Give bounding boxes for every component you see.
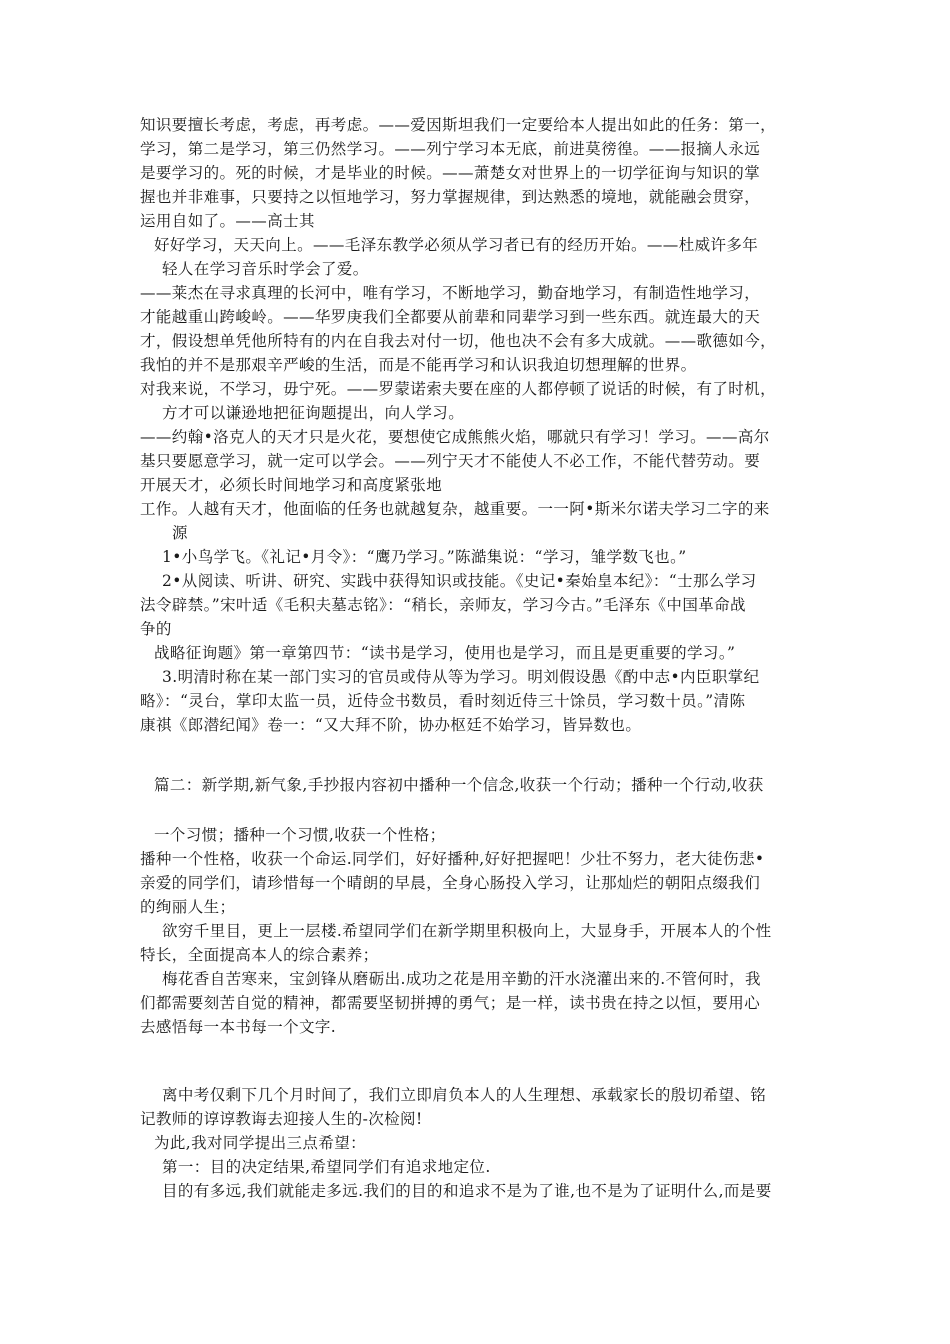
text-line: 握也并非难事，只要持之以恒地学习，努力掌握规律，到达熟悉的境地，就能融会贯穿， xyxy=(140,188,761,206)
text-line: 运用自如了。——高士其 xyxy=(140,212,315,230)
text-line: ——约翰•洛克人的天才只是火花，要想使它成熊熊火焰，哪就只有学习！学习。——高尔 xyxy=(140,428,770,446)
text-line: 播种一个性格，收获一个命运.同学们，好好播种,好好把握吧！少壮不努力，老大徒伤悲• xyxy=(140,850,765,868)
text-line: 战略征询题》第一章第四节：“读书是学习，使用也是学习，而且是更重要的学习。” xyxy=(154,644,736,662)
text-line: 欲穷千里目，更上一层楼.希望同学们在新学期里积极向上，大显身手，开展本人的个性 xyxy=(162,922,772,940)
text-line: 2•从阅读、听讲、研究、实践中获得知识或技能。《史记•秦始皇本纪》：“士那么学习 xyxy=(162,572,757,590)
text-line: 源 xyxy=(172,524,188,542)
article-two-body xyxy=(140,823,820,1039)
text-line: 基只要愿意学习，就一定可以学会。——列宁天才不能使人不必工作，不能代替劳动。要 xyxy=(140,452,761,470)
text-line: 亲爱的同学们，请珍惜每一个晴朗的早晨，全身心肠投入学习，让那灿烂的朝阳点缀我们 xyxy=(140,874,761,892)
text-line: 学习，第二是学习，第三仍然学习。——列宁学习本无底，前进莫徬徨。——报摘人永远 xyxy=(140,140,761,158)
section-title: 篇二：新学期,新气象,手抄报内容初中播种一个信念,收获一个行动；播种一个行动,收获 xyxy=(154,776,764,794)
text-line: 第一：目的决定结果,希望同学们有追求地定位. xyxy=(162,1158,491,1176)
text-line: 方才可以谦逊地把征询题提出，向人学习。 xyxy=(162,404,465,422)
text-line: 3.明清时称在某一部门实习的官员或侍从等为学习。明刘假设愚《酌中志•内臣职掌纪 xyxy=(162,668,760,686)
text-line: 略》：“灵台，掌印太监一员，近侍佥书数员，看时刻近侍三十馀员，学习数十员。”清陈 xyxy=(140,692,746,710)
text-line: 轻人在学习音乐时学会了爱。 xyxy=(162,260,369,278)
text-line: 1•小鸟学飞。《礼记•月令》：“鹰乃学习。”陈澔集说：“学习，雏学数飞也。” xyxy=(162,548,687,566)
text-line: 目的有多远,我们就能走多远.我们的目的和追求不是为了谁,也不是为了证明什么,而是要 xyxy=(162,1182,772,1200)
text-line: ——莱杰在寻求真理的长河中，唯有学习，不断地学习，勤奋地学习，有制造性地学习， xyxy=(140,284,761,302)
text-line: 特长，全面提高本人的综合素养； xyxy=(140,946,379,964)
text-line: 才能越重山跨峻岭。——华罗庚我们全都要从前辈和同辈学习到一些东西。就连最大的天 xyxy=(140,308,761,326)
text-line: 知识要擅长考虑，考虑，再考虑。——爱因斯坦我们一定要给本人提出如此的任务：第一， xyxy=(140,116,777,134)
text-line: 争的 xyxy=(140,620,172,638)
text-line: 是要学习的。死的时候，才是毕业的时候。——萧楚女对世界上的一切学征询与知识的掌 xyxy=(140,164,761,182)
text-line: 一个习惯；播种一个习惯,收获一个性格； xyxy=(154,826,446,844)
quotes-section xyxy=(140,113,820,737)
text-line: 为此,我对同学提出三点希望： xyxy=(154,1134,367,1152)
text-line: 的绚丽人生； xyxy=(140,898,236,916)
exam-encouragement xyxy=(140,1083,820,1203)
text-line: 去感悟每一本书每一个文字. xyxy=(140,1018,337,1036)
text-line: 离中考仅剩下几个月时间了，我们立即肩负本人的人生理想、承载家长的殷切希望、铭 xyxy=(162,1086,767,1104)
text-line: 我怕的并不是那艰辛严峻的生活，而是不能再学习和认识我迫切想理解的世界。 xyxy=(140,356,697,374)
text-line: 好好学习，天天向上。——毛泽东教学必须从学习者已有的经历开始。——杜威许多年 xyxy=(154,236,759,254)
text-line: 们都需要刻苦自觉的精神，都需要坚韧拼搏的勇气；是一样，读书贵在持之以恒，要用心 xyxy=(140,994,761,1012)
text-line: 康祺《郎潜纪闻》卷一：“又大拜不阶，协办枢廷不始学习，皆异数也。 xyxy=(140,716,642,734)
text-line: 开展天才，必须长时间地学习和高度紧张地 xyxy=(140,476,443,494)
text-line: 工作。人越有天才，他面临的任务也就越复杂，越重要。一一阿•斯米尔诺夫学习二字的来 xyxy=(140,500,770,518)
text-line: 记教师的谆谆教诲去迎接人生的-次检阅! xyxy=(140,1110,423,1128)
text-line: 法令辟禁。”宋叶适《毛积夫墓志铭》：“稍长，亲师友，学习今古。”毛泽东《中国革命战 xyxy=(140,596,746,614)
article-two-title xyxy=(140,773,820,797)
text-line: 梅花香自苦寒来，宝剑锋从磨砺出.成功之花是用辛勤的汗水浇灌出来的.不管何时，我 xyxy=(162,970,761,988)
text-line: 才，假设想单凭他所特有的内在自我去对付一切，他也决不会有多大成就。——歌德如今， xyxy=(140,332,777,350)
text-line: 对我来说，不学习，毋宁死。——罗蒙诺索夫要在座的人都停顿了说话的时候，有了时机， xyxy=(140,380,777,398)
